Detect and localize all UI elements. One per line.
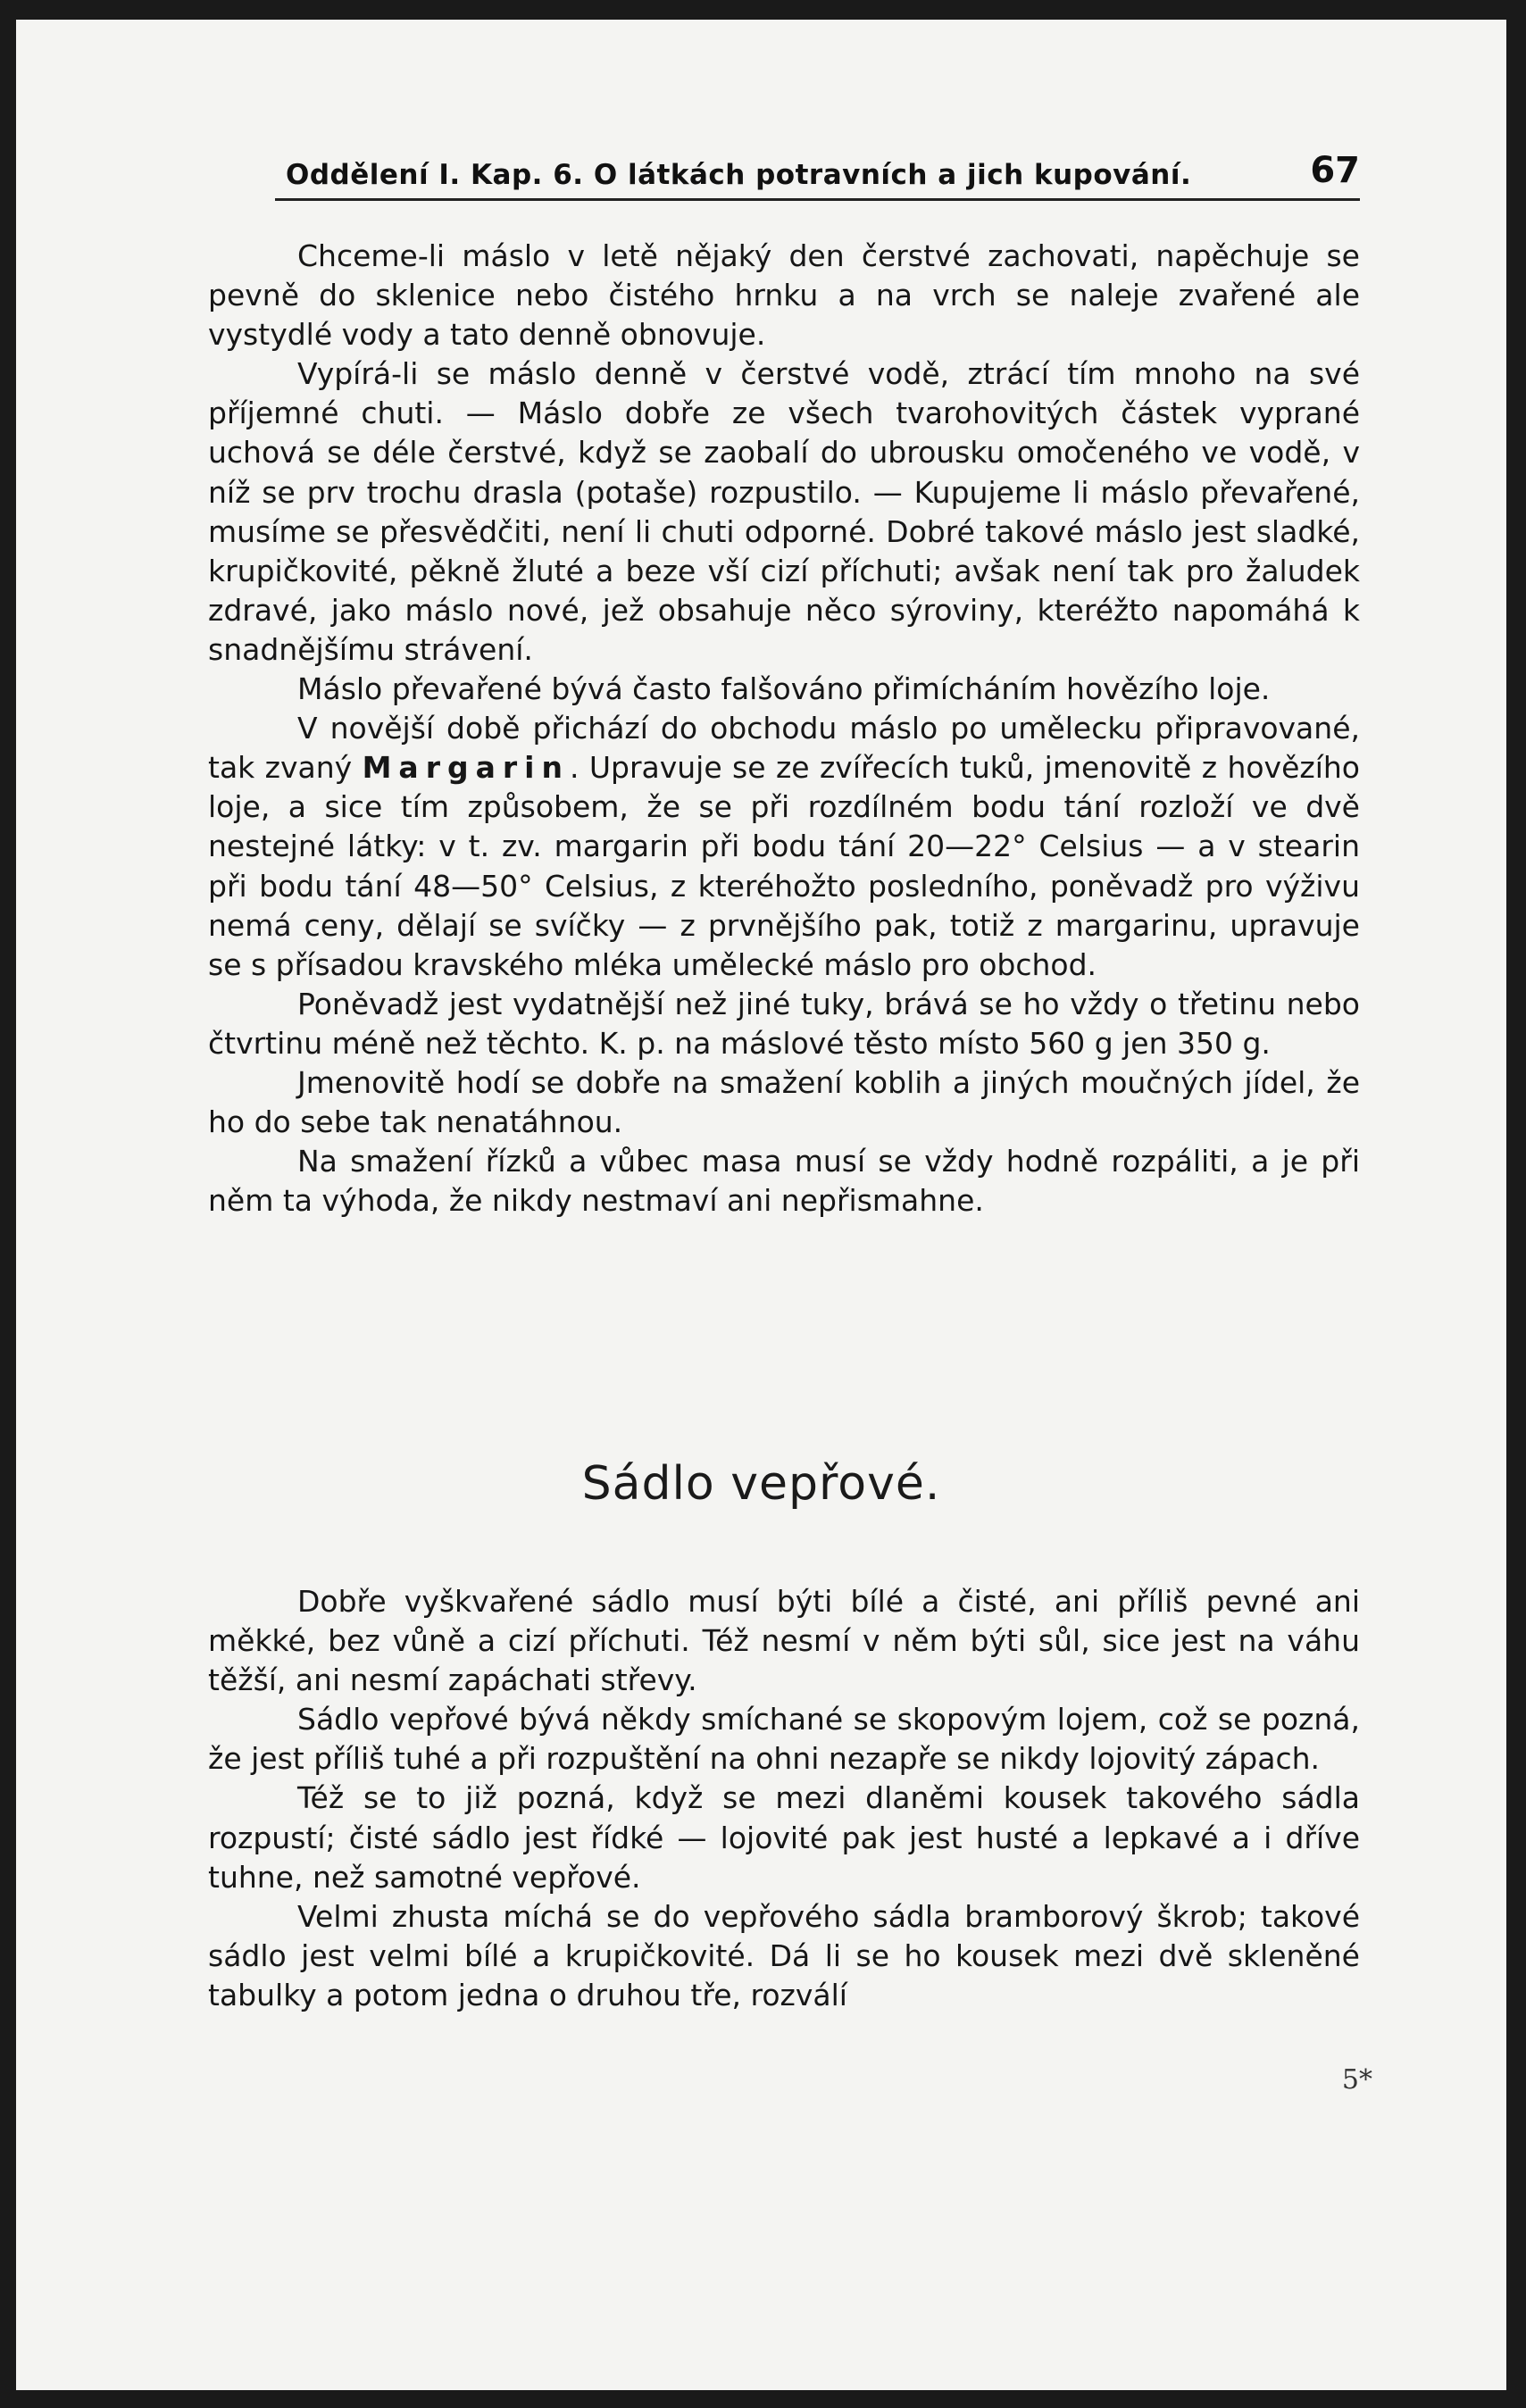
text-run: V novější době přichází do obchodu máslo po umělecku připravované, tak zvaný — [208, 711, 1360, 786]
paragraph: Chceme-li máslo v letě nějaký den čerstvé zachovati, napěchuje se pevně do sklenice nebo čistého hrnku a na vrch se naleje zvařené ale vystydlé vody a tato denně obnovuje. — [208, 238, 1360, 353]
section-heading: Sádlo vepřové. — [581, 1457, 941, 1511]
emphasized-word: Margarin — [362, 750, 570, 786]
text-run: . Upravuje se ze zvířecích tuků, jmenovitě z hovězího loje, a sice tím způsobem, že se při rozdílném bodu tání rozloží ve dvě nestejné látky: v t. zv. margarin při bodu tání 20—22° Celsius — a v stearin při bodu tání 48—50° Celsius, z kteréhožto posledního, poněvadž pro výživu nemá ceny, dělají se svíčky — z prvnějšího pak, totiž z margarinu, upravuje se s přísadou kravského mléka umělecké máslo pro obchod. — [208, 750, 1360, 982]
running-header — [275, 145, 1360, 201]
paragraph: Též se to již pozná, když se mezi dlaněmi kousek takového sádla rozpustí; čisté sádlo jest řídké — lojovité pak jest husté a lepkavé a i dříve tuhne, než samotné vepřové. — [208, 1780, 1360, 1895]
lard-text — [208, 1582, 1360, 2015]
paragraph: Poněvadž jest vydatnější než jiné tuky, brává se ho vždy o třetinu nebo čtvrtinu méně než těchto. K. p. na máslové těsto místo 560 g jen 350 g. — [208, 986, 1360, 1061]
paragraph: Jmenovitě hodí se dobře na smažení koblih a jiných moučných jídel, že ho do sebe tak nenatáhnou. — [208, 1064, 1360, 1140]
running-title: Oddělení I. Kap. 6. O látkách potravních a jich kupování. — [286, 159, 1192, 191]
paragraph: Na smažení řízků a vůbec masa musí se vždy hodně rozpáliti, a je při něm ta výhoda, že nikdy nestmaví ani nepřismahne. — [208, 1144, 1360, 1219]
paragraph: Velmi zhusta míchá se do vepřového sádla bramborový škrob; takové sádlo jest velmi bílé a krupičkovité. Dá li se ho kousek mezi dvě skleněné tabulky a potom jedna o druhou tře, rozválí — [208, 1898, 1360, 2012]
paragraph: Dobře vyškvařené sádlo musí býti bílé a čisté, ani příliš pevné ani měkké, bez vůně a cizí příchuti. Též nesmí v něm býti sůl, sice jest na váhu těžší, ani nesmí zapáchati střevy. — [208, 1584, 1360, 1698]
book-page — [16, 20, 1506, 2390]
paragraph: Máslo převařené bývá často falšováno přimícháním hovězího loje. — [297, 671, 1271, 707]
paragraph-margarin — [208, 709, 1360, 985]
sheet-signature: 5* — [1341, 2064, 1372, 2096]
page-number: 67 — [1310, 150, 1360, 191]
paragraph: Sádlo vepřové bývá někdy smíchané se skopovým lojem, což se pozná, že jest příliš tuhé a při rozpuštění na ohni nezapře se nikdy lojovitý zápach. — [208, 1702, 1360, 1777]
paragraph: Vypírá-li se máslo denně v čerstvé vodě, ztrácí tím mnoho na své příjemné chuti. — Máslo dobře ze všech tvarohovitých částek vyprané uchová se déle čerstvé, když se zaobalí do ubrousku omočeného ve vodě, v níž se prv trochu drasla (potaše) rozpustilo. — Kupujeme li máslo převařené, musíme se přesvědčiti, není li chuti odporné. Dobré takové máslo jest sladké, krupičkovité, pěkně žluté a beze vší cizí příchuti; avšak není tak pro žaludek zdravé, jako máslo nové, jež obsahuje něco sýroviny, kteréžto napomáhá k snadnějšímu strávení. — [208, 356, 1360, 667]
butter-text — [208, 237, 1360, 1221]
